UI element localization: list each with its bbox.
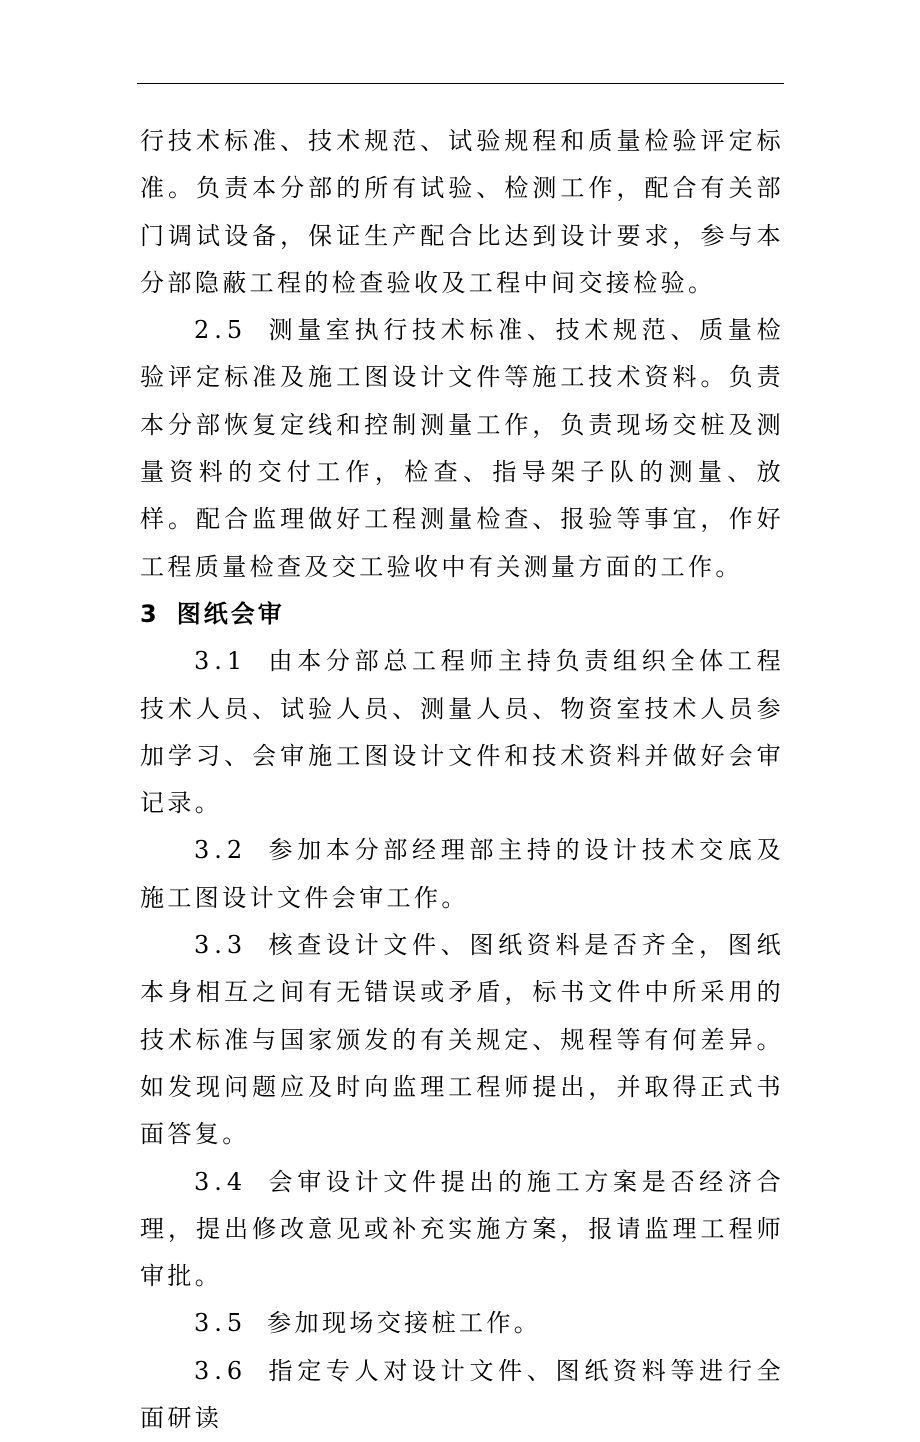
heading-title: 图纸会审: [176, 599, 285, 628]
item-number: 3.2: [194, 836, 248, 865]
item-text: 参加本分部经理部主持的设计技术交底及施工图设计文件会审工作。: [140, 836, 784, 912]
section-heading-3: [140, 591, 784, 638]
item-number: 3.6: [194, 1356, 248, 1385]
item-number: 3.3: [194, 931, 248, 960]
paragraph-3-4: [140, 1159, 784, 1301]
item-number: 3.1: [194, 647, 248, 676]
item-number: 3.4: [194, 1167, 248, 1196]
item-text: 由本分部总工程师主持负责组织全体工程技术人员、试验人员、测量人员、物资室技术人员参加学习、会审施工图设计文件和技术资料并做好会审记录。: [140, 647, 784, 818]
item-number: 3.5: [194, 1309, 248, 1338]
item-text: 测量室执行技术标准、技术规范、质量检验评定标准及施工图设计文件等施工技术资料。负责本分部恢复定线和控制测量工作，负责现场交桩及测量资料的交付工作，检查、指导架子队的测量、放样。配合监理做好工程测量检查、报验等事宜，作好工程质量检查及交工验收中有关测量方面的工作。: [140, 316, 784, 581]
document-body: [140, 118, 784, 1442]
heading-number: 3: [140, 599, 157, 628]
paragraph-3-1: [140, 638, 784, 827]
paragraph-3-6: [140, 1348, 784, 1442]
item-text: 核查设计文件、图纸资料是否齐全，图纸本身相互之间有无错误或矛盾，标书文件中所采用的技术标准与国家颁发的有关规定、规程等有何差异。如发现问题应及时向监理工程师提出，并取得正式书面答复。: [140, 931, 784, 1149]
paragraph-3-3: [140, 922, 784, 1158]
item-text: 指定专人对设计文件、图纸资料等进行全面研读: [140, 1356, 784, 1433]
header-rule: [137, 83, 784, 84]
item-text: 会审设计文件提出的施工方案是否经济合理，提出修改意见或补充实施方案，报请监理工程师审批。: [140, 1167, 784, 1291]
item-text: 参加现场交接桩工作。: [267, 1309, 542, 1338]
paragraph-3-2: [140, 827, 784, 922]
paragraph-continuation: 行技术标准、技术规范、试验规程和质量检验评定标准。负责本分部的所有试验、检测工作，配合有关部门调试设备，保证生产配合比达到设计要求，参与本分部隐蔽工程的检查验收及工程中间交接检验。: [140, 127, 784, 297]
item-number: 2.5: [194, 316, 248, 345]
paragraph-2-5: [140, 307, 784, 591]
paragraph-3-5: [140, 1300, 784, 1347]
